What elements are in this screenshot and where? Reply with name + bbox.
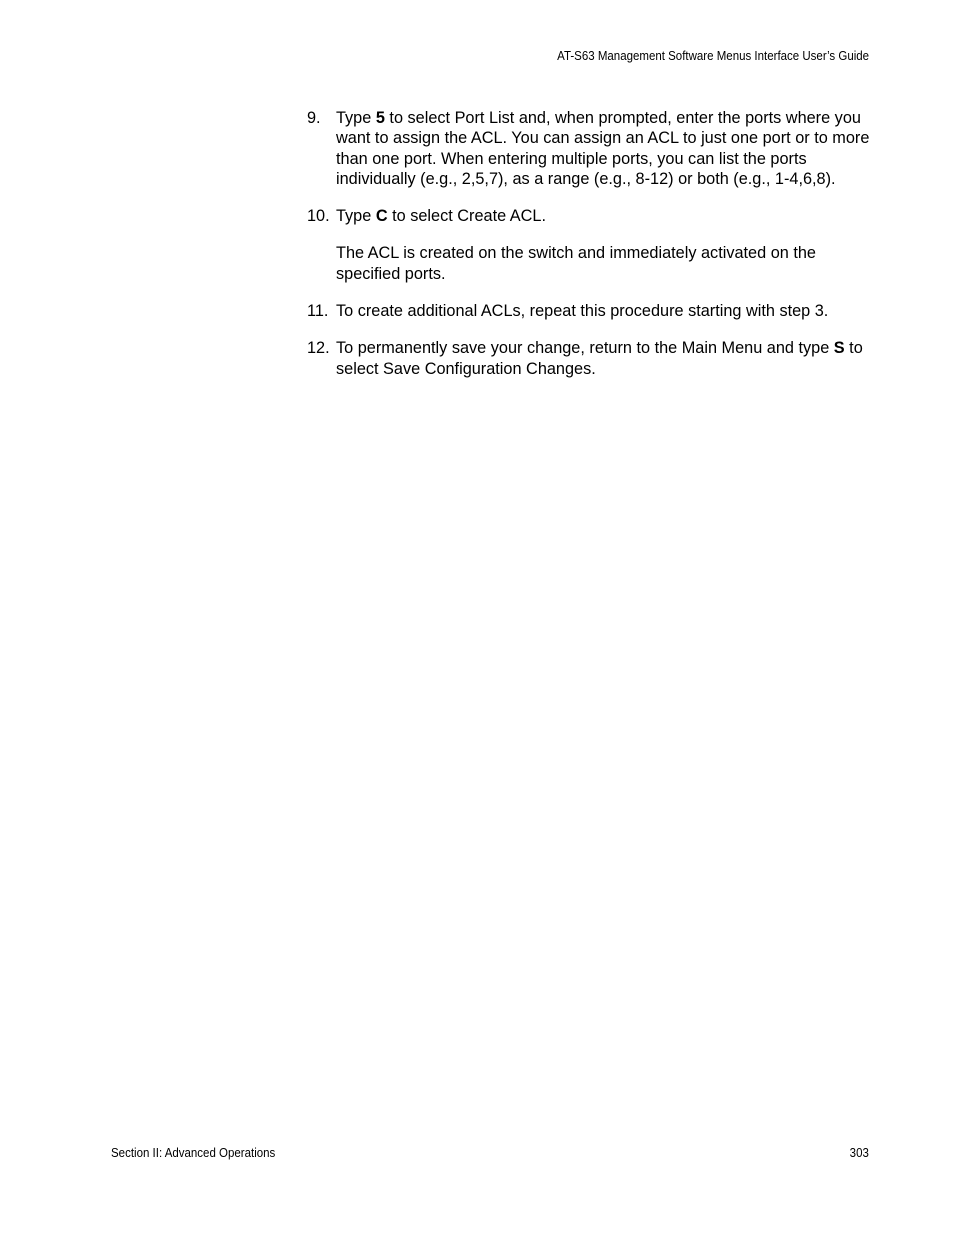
step-number: 11. [307,302,329,321]
step-key: 5 [375,109,385,127]
step-text-pre: Type [336,207,376,226]
step-note: The ACL is created on the switch and immediately activated on the specified ports. [336,244,816,283]
step-text-pre: Type [336,109,376,127]
step-text [336,338,872,379]
step-text-post: to select Port List and, when prompted, enter the ports where you want to assign the ACL. You can assign an ACL to just one port or to more than one port. When entering multiple ports, you can list the ports individually (e.g., 2,5,7), as a range (e.g., 8-12) or both (e.g., 1-4,6,8). [336,109,870,188]
procedure-steps [307,108,872,396]
step-body [336,108,872,189]
step-text: To create additional ACLs, repeat this procedure starting with step 3. [336,302,829,321]
step-9 [307,108,872,189]
step-body [336,301,872,321]
step-10 [307,206,872,284]
step-body [336,338,872,379]
step-text-pre: To permanently save your change, return to the Main Menu and type [336,339,834,358]
step-12 [307,338,872,379]
running-header: AT-S63 Management Software Menus Interface User’s Guide [557,49,869,63]
step-11 [307,301,872,321]
footer-section-title: Section II: Advanced Operations [111,1146,276,1160]
step-key: C [375,207,388,226]
step-number: 9. [307,109,321,127]
step-key: S [833,339,845,358]
step-number: 10. [307,207,330,226]
page-number: 303 [849,1146,869,1160]
step-body [336,206,872,284]
step-text [336,108,872,189]
step-number: 12. [307,339,330,358]
step-text-post: to select Create ACL. [387,207,546,226]
step-text-post: to select Save Configuration Changes. [336,339,863,378]
step-text [336,206,872,226]
